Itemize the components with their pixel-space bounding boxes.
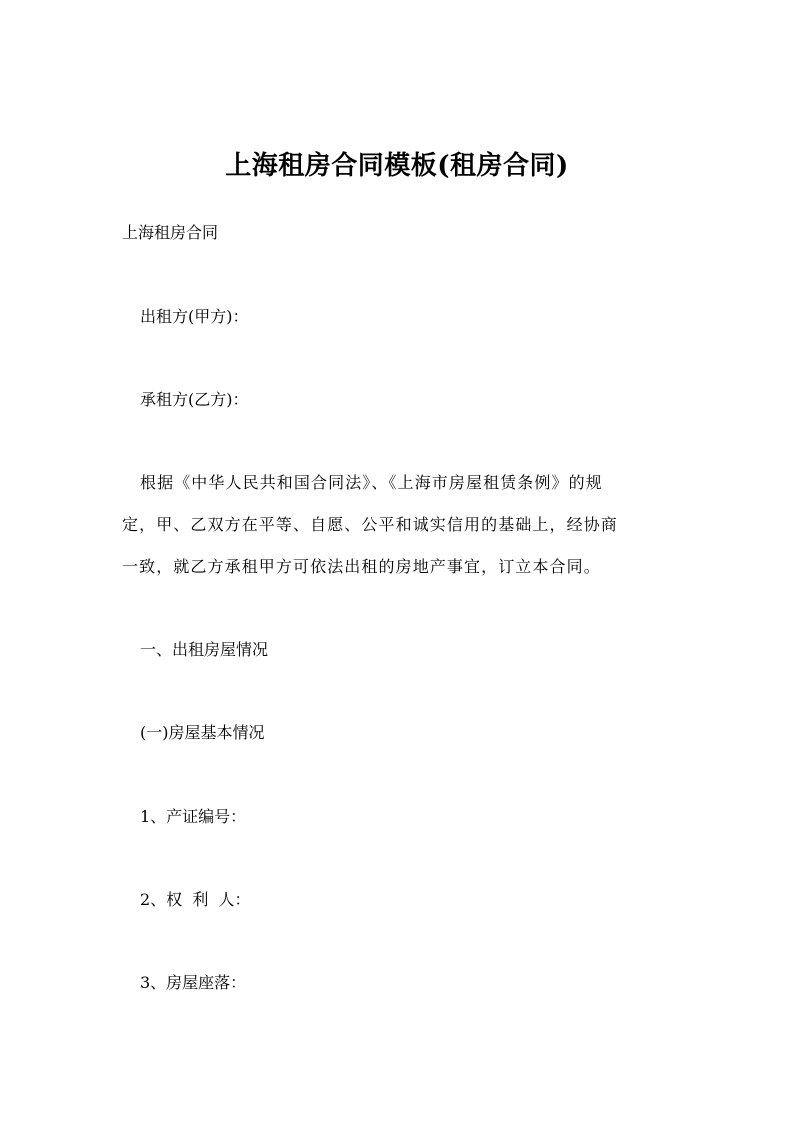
preamble-line: 一致，就乙方承租甲方可依法出租的房地产事宜，订立本合同。 [122,557,601,576]
preamble-line: 根据《中华人民共和国合同法》、《上海市房屋租赁条例》的规 [140,473,603,492]
contract-heading: 上海租房合同 [122,223,219,242]
item-certificate-number: 1、产证编号： [140,807,247,826]
lessor-label: 出租方(甲方)： [140,307,249,326]
section-title: 一、出租房屋情况 [140,640,269,659]
preamble-line: 定，甲、乙双方在平等、自愿、公平和诚实信用的基础上，经协商 [122,515,618,534]
document-title: 上海租房合同模板(租房合同) [225,151,569,181]
item-property-location: 3、房屋座落： [140,973,247,992]
subsection-title: (一)房屋基本情况 [140,723,265,742]
lessee-label: 承租方(乙方)： [140,390,249,409]
item-rights-holder: 2、权 利 人： [140,890,251,909]
